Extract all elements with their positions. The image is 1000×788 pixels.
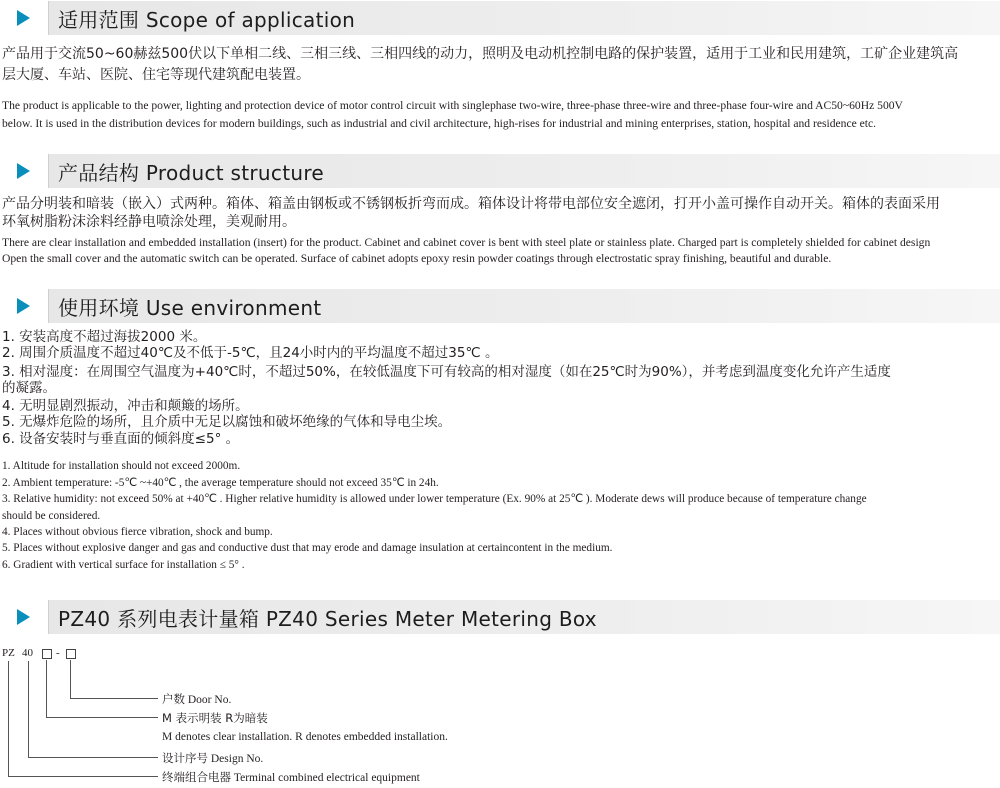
connector-line [28, 661, 29, 757]
section-title: 使用环境 Use environment [58, 296, 322, 320]
section-title: 适用范围 Scope of application [58, 8, 356, 32]
env-zh-item-5: 5. 无爆炸危险的场所，且介质中无足以腐蚀和破坏绝缘的气体和导电尘埃。 [2, 414, 452, 430]
section-header-pz40 [0, 600, 1000, 634]
env-en-item-3: 3. Relative humidity: not exceed 50% at +40℃ . Higher relative humidity is allowed under lower temperature (Ex. 90% at 25℃ ). Moderate dews will produce because of temperature change [2, 493, 867, 505]
connector-line [70, 660, 71, 698]
code-box-door [66, 649, 76, 659]
env-zh-item-1: 1. 安装高度不超过海拔2000 米。 [2, 329, 207, 345]
env-en-item-1: 1. Altitude for installation should not exceed 2000m. [2, 460, 241, 472]
scope-en-line-1: The product is applicable to the power, lighting and protection device of motor control circuit with singlephase two-wire, three-phase three-wire and three-phase four-wire and AC50~60Hz 500V [2, 99, 903, 112]
legend-install-en: M denotes clear installation. R denotes embedded installation. [162, 731, 448, 743]
env-en-item-5: 5. Places without explosive danger and gas and conductive dust that may erode and damage insulation at certaincontent in the medium. [2, 542, 613, 554]
play-triangle-icon [17, 609, 30, 625]
section-marker [0, 154, 49, 188]
play-triangle-icon [17, 298, 30, 314]
scope-zh-line-1: 产品用于交流50~60赫兹500伏以下单相二线、三相三线、三相四线的动力，照明及电动机控制电路的保护装置，适用于工业和民用建筑，工矿企业建筑高 [2, 46, 959, 62]
structure-zh-line-2: 环氧树脂粉沫涂料经静电喷涂处理，美观耐用。 [2, 214, 296, 230]
env-en-item-4: 4. Places without obvious fierce vibration, shock and bump. [2, 526, 273, 538]
legend-door-no: 户数 Door No. [162, 692, 232, 706]
connector-line [46, 660, 47, 717]
env-zh-item-6: 6. 设备安装时与垂直面的倾斜度≤5° 。 [2, 431, 240, 447]
legend-terminal: 终端组合电器 Terminal combined electrical equipment [162, 770, 420, 784]
connector-line [8, 661, 9, 776]
section-marker [0, 600, 49, 634]
structure-en-line-1: There are clear installation and embedded installation (insert) for the product. Cabinet and cabinet cover is bent with steel plate or stainless plate. Charged part is completely shielded for cabinet design [2, 236, 931, 249]
env-zh-item-3-cont: 的凝露。 [2, 380, 56, 396]
play-triangle-icon [17, 163, 30, 179]
structure-zh-line-1: 产品分明装和暗装（嵌入）式两种。箱体、箱盖由钢板或不锈钢板折弯而成。箱体设计将带电部位安全遮闭，打开小盖可操作自动开关。箱体的表面采用 [2, 196, 940, 212]
section-marker [0, 1, 49, 35]
code-box-install [42, 649, 52, 659]
code-dash: - [56, 647, 60, 659]
env-zh-item-4: 4. 无明显剧烈振动，冲击和颠簸的场所。 [2, 398, 249, 414]
env-zh-item-3: 3. 相对湿度：在周围空气温度为+40℃时，不超过50%，在较低温度下可有较高的相对湿度（如在25℃时为90%），并考虑到温度变化允许产生适度 [2, 364, 891, 380]
structure-en-line-2: Open the small cover and the automatic switch can be operated. Surface of cabinet adopts epoxy resin powder coatings through electrostatic spray finishing, beautiful and durable. [2, 252, 832, 265]
connector-line [70, 698, 158, 699]
section-title: 产品结构 Product structure [58, 161, 325, 185]
scope-en-line-2: below. It is used in the distribution devices for modern buildings, such as industrial and civil architecture, high-rises for industrial and mining enterprises, station, hospital and residence etc. [2, 117, 877, 130]
connector-line [46, 717, 158, 718]
play-triangle-icon [17, 10, 30, 26]
env-zh-item-2: 2. 周围介质温度不超过40℃及不低于-5℃，且24小时内的平均温度不超过35℃ 。 [2, 345, 499, 361]
env-en-item-6: 6. Gradient with vertical surface for installation ≤ 5° . [2, 559, 245, 571]
connector-line [8, 776, 158, 777]
legend-install-zh: M 表示明装 R为暗装 [162, 711, 268, 725]
section-marker [0, 289, 49, 323]
section-header-environment [0, 289, 1000, 323]
env-en-item-3-cont: should be considered. [2, 510, 101, 522]
section-header-scope [0, 1, 1000, 35]
code-pz: PZ [2, 647, 15, 659]
scope-zh-line-2: 层大厦、车站、医院、住宅等现代建筑配电装置。 [2, 67, 310, 83]
env-en-item-2: 2. Ambient temperature: -5℃ ~+40℃ , the average temperature should not exceed 35℃ in 24h. [2, 477, 439, 489]
code-40: 40 [22, 647, 33, 659]
section-title: PZ40 系列电表计量箱 PZ40 Series Meter Metering Box [58, 607, 597, 631]
connector-line [28, 757, 158, 758]
legend-design-no: 设计序号 Design No. [162, 751, 264, 765]
section-header-structure [0, 154, 1000, 188]
